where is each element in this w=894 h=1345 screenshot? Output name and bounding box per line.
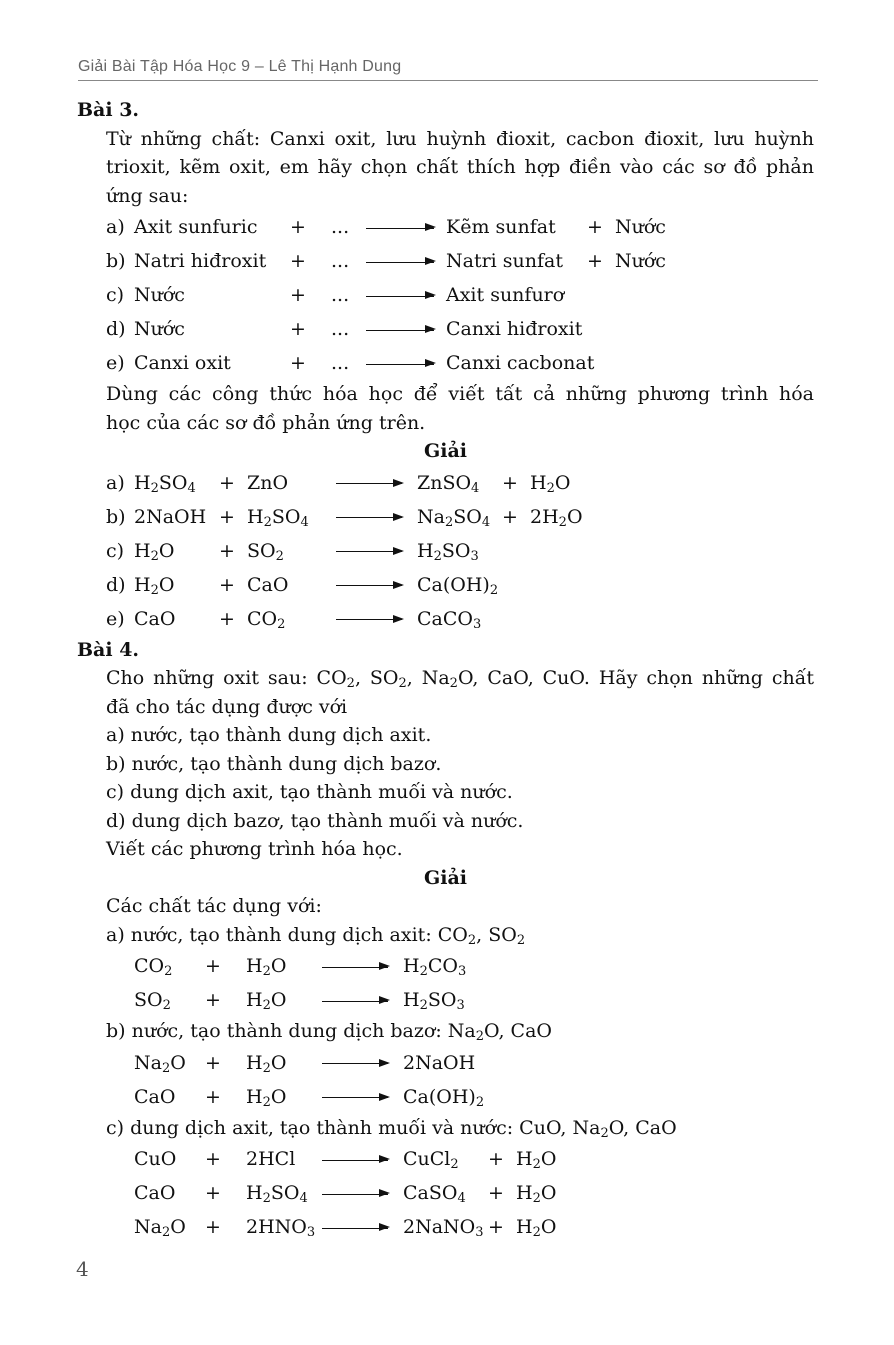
bai3-solution-title: Giải [424,440,467,462]
reaction-arrow-icon [322,1063,388,1064]
reactant-2: $SO_2$ [247,539,284,564]
bai4-option: c) dung dịch axit, tạo thành muối và nước. [106,781,513,803]
equation-row [77,1210,814,1244]
subscript: 2 [150,582,159,598]
reaction-arrow-icon [336,483,402,484]
subscript: 2 [467,932,477,948]
solution-group-heading: b) nước, tạo thành dung dịch bazơ: $Na_2O$, CaO [106,1020,552,1044]
plus-sign: + [290,284,306,306]
subscript: 4 [300,514,309,530]
product-1: 2NaNO$_3$ [403,1216,484,1240]
reactant-1: 2NaOH [134,505,207,528]
subscript: 2 [600,1125,609,1141]
product-1: $H_2SO_3$ [417,539,479,564]
reactant-2: $H_2O$ [246,955,287,979]
subscript: 2 [161,1225,171,1240]
equation-row [77,1176,814,1210]
plus-sign: + [205,1148,221,1170]
subscript: 4 [457,1191,466,1206]
scheme-label: d) [106,318,126,340]
subscript: 3 [457,964,467,979]
subscript: 2 [558,514,567,530]
bai3-task [77,380,814,437]
product-2: $2H_2O$ [530,505,583,530]
subscript: 2 [546,480,555,496]
subscript: 2 [161,1060,171,1076]
reactant-2: $H_2O$ [246,989,287,1013]
bai3-intro [77,125,814,211]
subscript: 3 [475,1225,484,1240]
plus-sign: + [219,539,235,562]
subscript: 2 [450,1157,459,1172]
reactant-1: $Na_2O$ [134,1051,186,1076]
plus-sign: + [290,216,306,238]
subscript: 3 [306,1225,316,1240]
plus-sign: + [219,505,235,528]
subscript: 2 [532,1191,541,1206]
scheme-product: Kẽm sunfat [446,216,556,238]
scheme-label: e) [106,352,125,374]
plus-sign: + [502,471,518,494]
reactant-1: CuO [134,1148,177,1170]
plus-sign: + [205,1216,221,1238]
scheme-reactant: Canxi oxit [134,352,231,374]
bai3-title: Bài 3. [77,99,140,121]
equation-label: a) [106,471,125,494]
scheme-product-2: Nước [615,250,666,272]
reaction-arrow-icon [322,1160,388,1161]
product-2: $H_2O$ [516,1148,557,1172]
equation-row [77,602,814,636]
product-1: $Ca(OH)_2$ [417,573,499,598]
subscript: 4 [471,480,480,496]
reaction-arrow-icon [322,1001,388,1002]
blank: ... [331,318,350,340]
reactant-1: CaO [134,1085,176,1108]
bai3-intro-line: Từ những chất: Canxi oxit, lưu huỳnh đioxit, cacbon đioxit, lưu huỳnh [106,127,814,150]
bai4-intro-line-1: Cho những oxit sau: $CO_2$, $SO_2$, $Na_2O$, CaO, CuO. Hãy chọn những chất [106,667,814,691]
scheme-product: Canxi hiđroxit [446,318,583,340]
reaction-arrow-icon [336,551,402,552]
bai4-option: d) dung dịch bazơ, tạo thành muối và nước. [106,809,524,832]
blank: ... [331,216,350,238]
bai3-task-line: Dùng các công thức hóa học để viết tất cả những phương trình hóa [106,383,814,405]
subscript: 2 [475,1029,485,1044]
product-1: CuCl$_2$ [403,1148,459,1172]
plus-sign: + [587,250,603,272]
bai3-task-line: học của các sơ đồ phản ứng trên. [106,411,426,434]
equation-label: b) [106,505,126,528]
equation-row [77,949,814,983]
scheme-reactant: Natri hiđroxit [134,250,267,272]
plus-sign: + [205,1051,221,1074]
subscript: 2 [263,514,272,530]
subscript: 2 [277,616,286,632]
reactant-1: $Na_2O$ [134,1216,186,1240]
plus-sign: + [205,1182,221,1204]
reaction-arrow-icon [336,619,402,620]
subscript: 2 [262,1060,271,1076]
product-1: $Na_2SO_4$ [417,505,491,530]
reactant-2: 2HCl [246,1148,296,1170]
subscript: 2 [516,932,526,948]
equation-row [77,500,814,534]
reactant-1: $H_2O$ [134,539,175,564]
plus-sign: + [219,607,235,630]
product-1: $H_2CO_3$ [403,955,467,979]
solution-group-heading: c) dung dịch axit, tạo thành muối và nước: CuO, $Na_2O$, CaO [106,1116,677,1141]
product-1: CaSO$_4$ [403,1182,466,1206]
equation-row [77,1080,814,1114]
reactant-2: $H_2O$ [246,1085,287,1110]
bai4-groups [77,921,814,1245]
subscript: 2 [433,548,442,564]
product-1: $H_2SO_3$ [403,989,465,1013]
running-header: Giải Bài Tập Hóa Học 9 – Lê Thị Hạnh Dung [78,58,818,81]
product-2: $H_2O$ [530,471,571,496]
plus-sign: + [488,1216,504,1238]
solution-group-heading: a) nước, tạo thành dung dịch axit: $CO_2$, $SO_2$ [106,923,526,948]
reaction-arrow-icon [322,1228,388,1229]
page-number: 4 [76,1257,89,1281]
blank: ... [331,284,350,306]
reaction-arrow-icon [336,585,402,586]
reaction-arrow-icon [366,364,434,365]
reactant-1: CaO [134,1182,176,1204]
equation-label: c) [106,539,125,562]
reactant-1: CaO [134,607,176,630]
plus-sign: + [205,1085,221,1108]
subscript: 3 [472,616,482,632]
reactant-2: ZnO [247,471,289,494]
scheme-product: Natri sunfat [446,250,564,272]
equation-row [77,1046,814,1080]
reactant-1: $CO_2$ [134,955,173,979]
plus-sign: + [502,505,518,528]
subscript: 2 [275,548,284,564]
bai4-options [77,721,814,835]
bai3-equations [77,466,814,636]
equation-label: e) [106,607,125,630]
plus-sign: + [219,471,235,494]
scheme-reactant: Nước [134,284,185,306]
scheme-product-2: Nước [615,216,666,238]
product-1: 2NaOH [403,1051,476,1074]
subscript: 2 [532,1225,541,1240]
product-1: $Ca(OH)_2$ [403,1085,485,1110]
bai3-schemes [77,210,814,380]
reactant-2: $CO_2$ [247,607,286,632]
subscript: 2 [164,964,173,979]
subscript: 2 [489,582,499,598]
subscript: 3 [456,998,465,1013]
reaction-arrow-icon [322,1097,388,1098]
reactant-2: $H_2SO_4$ [247,505,309,530]
reactant-2: $H_2O$ [246,1051,287,1076]
plus-sign: + [488,1148,504,1170]
product-1: ZnSO$_4$ [417,471,480,496]
subscript: 2 [150,548,159,564]
subscript: 2 [398,676,407,691]
scheme-row [77,278,814,312]
plus-sign: + [290,250,306,272]
page-content [77,96,814,1244]
bai4-solution-intro: Các chất tác dụng với: [106,895,322,917]
bai4-option: a) nước, tạo thành dung dịch axit. [106,724,432,746]
reactant-2: $2HNO_3$ [246,1216,316,1240]
subscript: 2 [262,1191,271,1206]
equation-row [77,466,814,500]
reaction-arrow-icon [366,330,434,331]
product-2: $H_2O$ [516,1182,557,1206]
plus-sign: + [290,352,306,374]
equation-label: d) [106,573,126,596]
bai3-intro-line: ứng sau: [106,184,189,207]
bai4-intro-line-2: đã cho tác dụng được với [106,695,348,718]
reactant-2: $H_2SO_4$ [246,1182,308,1206]
subscript: 2 [150,480,159,496]
scheme-row [77,312,814,346]
scheme-row [77,210,814,244]
blank: ... [331,250,350,272]
subscript: 2 [262,964,271,979]
product-2: $H_2O$ [516,1216,557,1240]
plus-sign: + [205,989,221,1011]
reaction-arrow-icon [366,228,434,229]
scheme-product: Canxi cacbonat [446,352,595,374]
reactant-1: $H_2O$ [134,573,175,598]
reaction-arrow-icon [322,967,388,968]
bai4-option: b) nước, tạo thành dung dịch bazơ. [106,752,442,775]
reaction-arrow-icon [366,296,434,297]
reactant-1: $H_2SO_4$ [134,471,196,496]
reaction-arrow-icon [336,517,402,518]
scheme-reactant: Axit sunfuric [134,216,258,238]
plus-sign: + [587,216,603,238]
subscript: 2 [262,998,271,1013]
scheme-reactant: Nước [134,318,185,340]
bai4-title: Bài 4. [77,638,140,661]
reactant-1: $SO_2$ [134,989,171,1013]
scheme-label: b) [106,250,126,272]
scheme-product: Axit sunfurơ [446,284,565,306]
plus-sign: + [488,1182,504,1204]
subscript: 2 [262,1094,271,1110]
equation-row [77,568,814,602]
subscript: 3 [470,548,479,564]
reaction-arrow-icon [322,1194,388,1195]
equation-row [77,983,814,1017]
blank: ... [331,352,350,374]
subscript: 4 [187,480,196,496]
plus-sign: + [290,318,306,340]
reaction-arrow-icon [366,262,434,263]
subscript: 4 [481,514,491,530]
plus-sign: + [219,573,235,596]
subscript: 2 [475,1094,485,1110]
subscript: 2 [419,998,428,1013]
bai4-task: Viết các phương trình hóa học. [106,838,403,860]
equation-row [77,534,814,568]
reactant-2: CaO [247,573,289,596]
subscript: 2 [419,964,428,979]
scheme-label: c) [106,284,125,306]
bai3-intro-line: trioxit, kẽm oxit, em hãy chọn chất thích hợp điền vào các sơ đồ phản [106,156,814,178]
subscript: 4 [299,1191,308,1206]
subscript: 2 [444,514,454,530]
equation-row [77,1142,814,1176]
scheme-row [77,346,814,380]
bai4-solution-title: Giải [424,866,467,889]
scheme-label: a) [106,216,125,238]
subscript: 2 [532,1157,541,1172]
plus-sign: + [205,955,221,977]
scheme-row [77,244,814,278]
subscript: 2 [449,676,458,691]
subscript: 2 [346,676,355,691]
subscript: 2 [162,998,171,1013]
product-1: CaCO$_3$ [417,607,482,632]
